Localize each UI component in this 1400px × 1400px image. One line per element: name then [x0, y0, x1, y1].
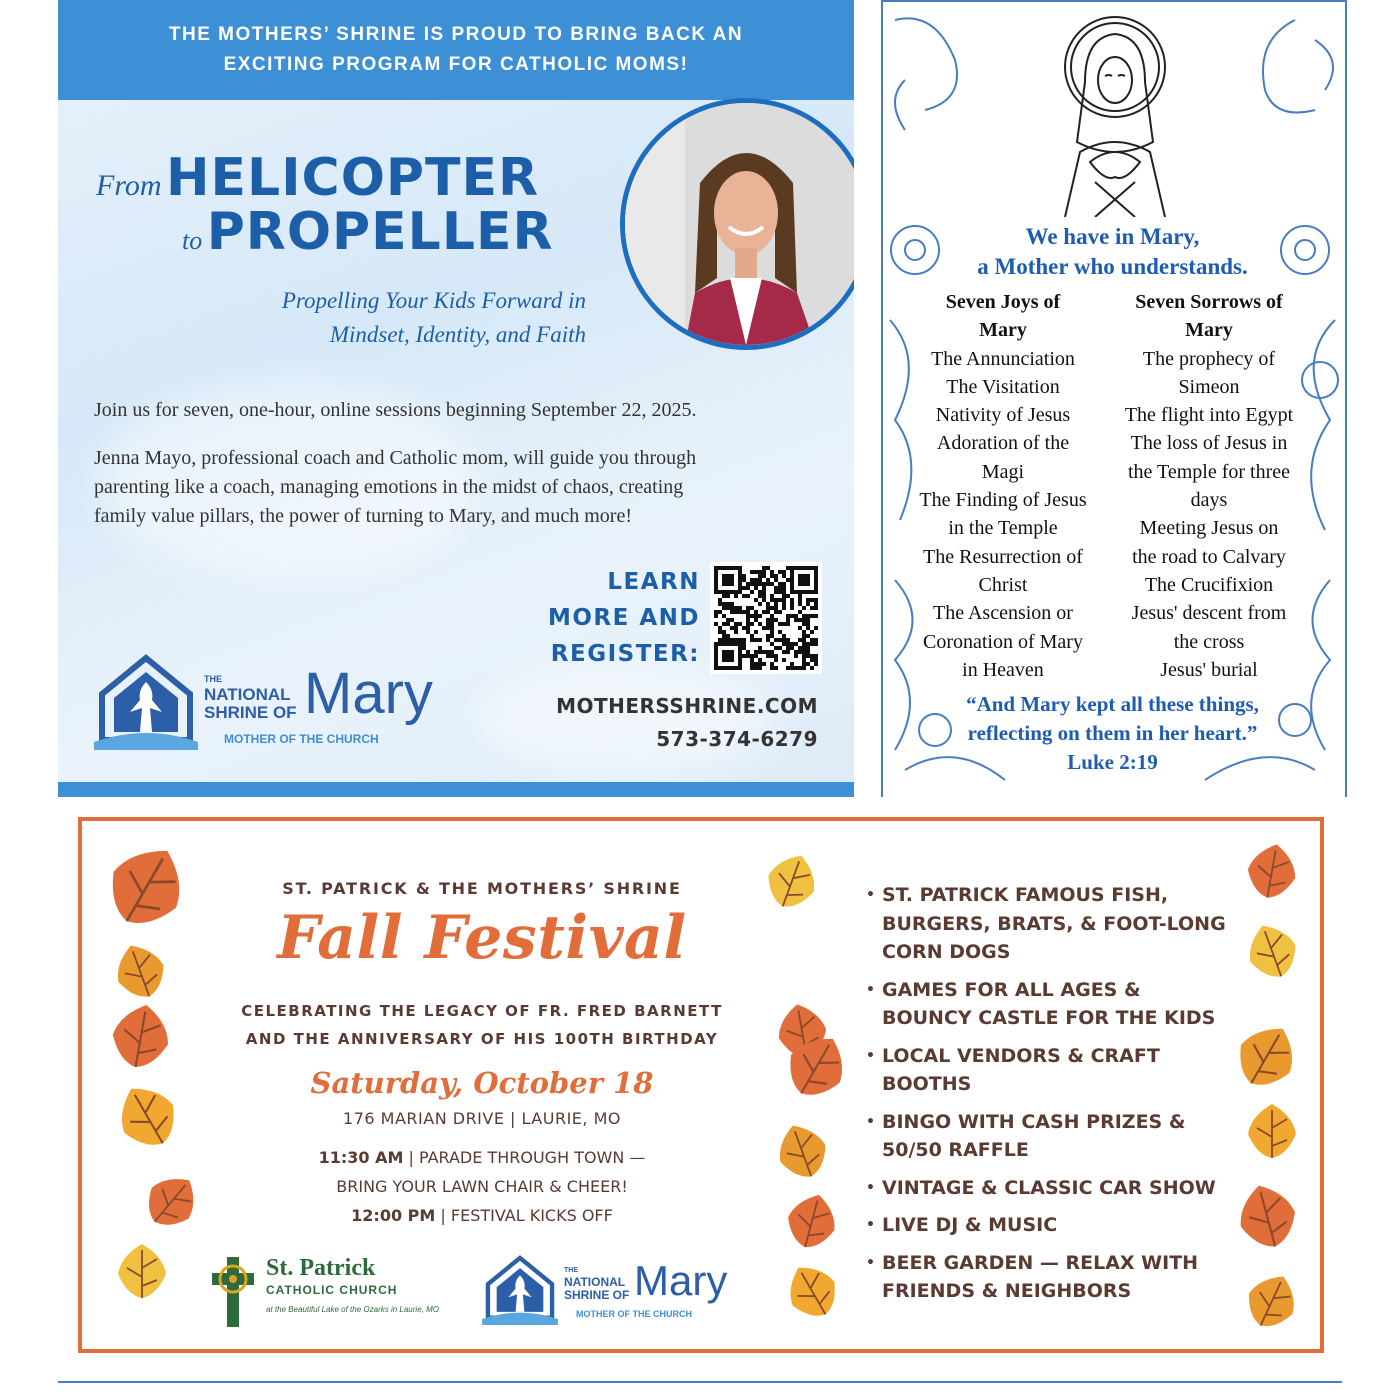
description-line: Jenna Mayo, professional coach and Catholic mom, will guide you through — [94, 447, 697, 469]
ad-bottom-bar — [58, 782, 854, 797]
festival-activities-list — [866, 881, 1306, 1315]
quote-citation: Luke 2:19 — [1067, 750, 1158, 774]
festival-address: 176 MARIAN DRIVE | LAURIE, MO — [343, 1109, 621, 1128]
activity-line: CORN DOGS — [882, 941, 1011, 963]
banner-line: THE MOTHERS’ SHRINE IS PROUD TO BRING BACK AN — [168, 24, 744, 45]
autumn-leaf-icon — [99, 1068, 195, 1164]
list-line: the road to Calvary — [1132, 545, 1286, 568]
card-heading — [875, 222, 1350, 282]
activity-item — [866, 1249, 1306, 1306]
festival-legacy — [192, 997, 772, 1053]
speaker-photo — [620, 98, 854, 350]
bullet-icon: • — [866, 1047, 875, 1064]
quote-line: reflecting on them in her heart.” — [967, 721, 1258, 745]
activity-line: BEER GARDEN — RELAX WITH — [882, 1251, 1199, 1274]
activity-line: FRIENDS & NEIGHBORS — [882, 1280, 1132, 1302]
autumn-leaf-icon — [100, 995, 181, 1076]
list-line: The Annunciation — [931, 347, 1075, 370]
list-line: Adoration of the — [936, 432, 1070, 455]
festival-time: 12:00 PM — [351, 1206, 436, 1225]
list-line: days — [1190, 489, 1228, 512]
helicopter-to-propeller-ad — [58, 0, 854, 797]
list-line: Christ — [978, 573, 1028, 596]
phone-number: 573-374-6279 — [656, 727, 818, 751]
description-paragraph — [94, 444, 814, 531]
subtitle-line: Propelling Your Kids Forward in — [281, 288, 586, 313]
st-patrick-sub: CATHOLIC CHURCH — [266, 1283, 398, 1297]
autumn-leaf-icon — [775, 1184, 848, 1257]
legacy-line: AND THE ANNIVERSARY OF HIS 100TH BIRTHDAY — [245, 1030, 719, 1048]
national-shrine-logo — [94, 654, 474, 750]
quote-line: “And Mary kept all these things, — [966, 692, 1259, 716]
logo-tagline: MOTHER OF THE CHURCH — [576, 1309, 692, 1319]
list-line: The Crucifixion — [1144, 573, 1274, 596]
st-patrick-name: St. Patrick — [266, 1255, 376, 1281]
list-line: Jesus' descent from — [1131, 602, 1287, 625]
logo-national: NATIONAL — [204, 685, 291, 704]
activity-line: BOUNCY CASTLE FOR THE KIDS — [882, 1007, 1216, 1029]
description-line: family value pillars, the power of turning to Mary, and much more! — [94, 505, 632, 527]
list-line: the Temple for three — [1127, 460, 1291, 483]
activity-line: VINTAGE & CLASSIC CAR SHOW — [882, 1176, 1216, 1199]
shrine-house-icon — [482, 1255, 558, 1325]
shrine-house-icon — [94, 654, 198, 750]
logo-mary: Mary — [304, 661, 433, 726]
national-shrine-logo-small — [482, 1255, 772, 1329]
list-line: in Heaven — [962, 658, 1044, 681]
website-link[interactable]: MOTHERSSHRINE.COM — [556, 694, 818, 718]
mary-prayer-card — [875, 0, 1350, 797]
bullet-icon: • — [866, 1217, 875, 1233]
logo-tagline: MOTHER OF THE CHURCH — [224, 732, 379, 746]
joys-title: Mary — [979, 319, 1027, 342]
list-line: The Finding of Jesus — [919, 489, 1087, 512]
list-line: The Ascension or — [933, 602, 1073, 625]
legacy-line: CELEBRATING THE LEGACY OF FR. FRED BARNETT — [241, 1002, 723, 1020]
festival-text: | FESTIVAL KICKS OFF — [440, 1206, 613, 1225]
activity-item — [866, 1211, 1306, 1240]
list-line: Simeon — [1178, 375, 1240, 398]
fall-festival-ad — [78, 817, 1324, 1353]
festival-date: Saturday, October 18 — [310, 1066, 654, 1100]
activity-item — [866, 976, 1306, 1033]
celtic-cross-icon — [208, 1255, 258, 1329]
seven-sorrows-list — [1109, 288, 1309, 684]
autumn-leaf-icon — [771, 1250, 853, 1332]
cta-line: LEARN — [607, 569, 700, 595]
activity-line: ST. PATRICK FAMOUS FISH, — [882, 884, 1169, 906]
activity-line: BINGO WITH CASH PRIZES & — [882, 1110, 1186, 1133]
activity-item — [866, 881, 1306, 967]
logo-the: THE — [564, 1267, 578, 1274]
contact-info — [498, 690, 818, 756]
list-line: The prophecy of — [1142, 347, 1276, 370]
program-subtitle — [226, 284, 586, 352]
joys-title: Seven Joys of — [945, 291, 1061, 313]
banner-line: EXCITING PROGRAM FOR CATHOLIC MOMS! — [223, 54, 689, 75]
logo-national: NATIONAL — [564, 1275, 626, 1289]
parade-text: | PARADE THROUGH TOWN — — [408, 1148, 646, 1167]
st-patrick-logo — [208, 1255, 468, 1335]
ad-banner — [58, 0, 854, 100]
activity-line: LOCAL VENDORS & CRAFT — [882, 1044, 1160, 1067]
qr-code[interactable] — [710, 562, 822, 674]
activity-item — [866, 1042, 1306, 1099]
bullet-icon: • — [866, 981, 875, 998]
heading-line: a Mother who understands. — [977, 254, 1248, 279]
cta-line: MORE AND — [547, 605, 700, 631]
description-line: parenting like a coach, managing emotions in the midst of chaos, creating — [94, 476, 684, 498]
festival-kicker: ST. PATRICK & THE MOTHERS’ SHRINE — [282, 879, 682, 898]
autumn-leaf-icon — [112, 1241, 172, 1301]
page-bottom-rule — [58, 1381, 1342, 1383]
virgin-mary-icon — [1045, 12, 1185, 217]
list-line: Jesus' burial — [1160, 658, 1258, 681]
program-title — [96, 148, 656, 262]
logo-shrine-of: SHRINE OF — [204, 703, 297, 722]
activity-line: BOOTHS — [882, 1073, 972, 1095]
activity-item — [866, 1174, 1306, 1203]
subtitle-line: Mindset, Identity, and Faith — [329, 322, 586, 347]
parade-time: 11:30 AM — [318, 1148, 404, 1167]
activity-line: 50/50 RAFFLE — [882, 1139, 1029, 1161]
activity-line: GAMES FOR ALL AGES & — [882, 978, 1141, 1001]
sorrows-title: Mary — [1185, 319, 1233, 342]
parade-text: BRING YOUR LAWN CHAIR & CHEER! — [336, 1177, 628, 1196]
list-line: The flight into Egypt — [1124, 404, 1294, 427]
activity-line: LIVE DJ & MUSIC — [882, 1214, 1058, 1236]
logo-the: THE — [204, 674, 222, 684]
scripture-quote — [875, 690, 1350, 777]
st-patrick-location: at the Beautiful Lake of the Ozarks in Laurie, MO — [266, 1305, 439, 1314]
list-line: The Visitation — [946, 375, 1060, 398]
bullet-icon: • — [866, 1113, 875, 1130]
list-line: The loss of Jesus in — [1130, 432, 1288, 455]
festival-schedule — [182, 1143, 782, 1230]
title-to: to — [182, 226, 203, 255]
list-line: the cross — [1173, 630, 1245, 653]
bullet-icon: • — [866, 1179, 875, 1196]
bullet-icon: • — [866, 1254, 875, 1271]
logo-shrine-of: SHRINE OF — [564, 1288, 630, 1302]
heading-line: We have in Mary, — [1025, 224, 1200, 249]
sorrows-title: Seven Sorrows of — [1135, 291, 1283, 313]
festival-title: Fall Festival — [277, 903, 687, 973]
list-line: Meeting Jesus on — [1139, 517, 1279, 540]
intro-paragraph: Join us for seven, one-hour, online sessions beginning September 22, 2025. — [94, 399, 697, 421]
seven-joys-list — [903, 288, 1103, 684]
list-line: in the Temple — [948, 517, 1058, 540]
list-line: Nativity of Jesus — [935, 404, 1071, 427]
title-propeller: PROPELLER — [206, 202, 554, 262]
cta-line: REGISTER: — [550, 641, 700, 667]
list-line: Magi — [981, 460, 1025, 483]
list-line: Coronation of Mary — [923, 630, 1083, 653]
title-from: From — [96, 169, 162, 202]
bullet-icon: • — [866, 887, 875, 903]
title-helicopter: HELICOPTER — [166, 148, 540, 208]
activity-item — [866, 1108, 1306, 1165]
list-line: The Resurrection of — [923, 545, 1083, 568]
logo-mary: Mary — [634, 1257, 728, 1304]
activity-line: BURGERS, BRATS, & FOOT-LONG — [882, 912, 1226, 935]
register-cta — [530, 564, 700, 672]
